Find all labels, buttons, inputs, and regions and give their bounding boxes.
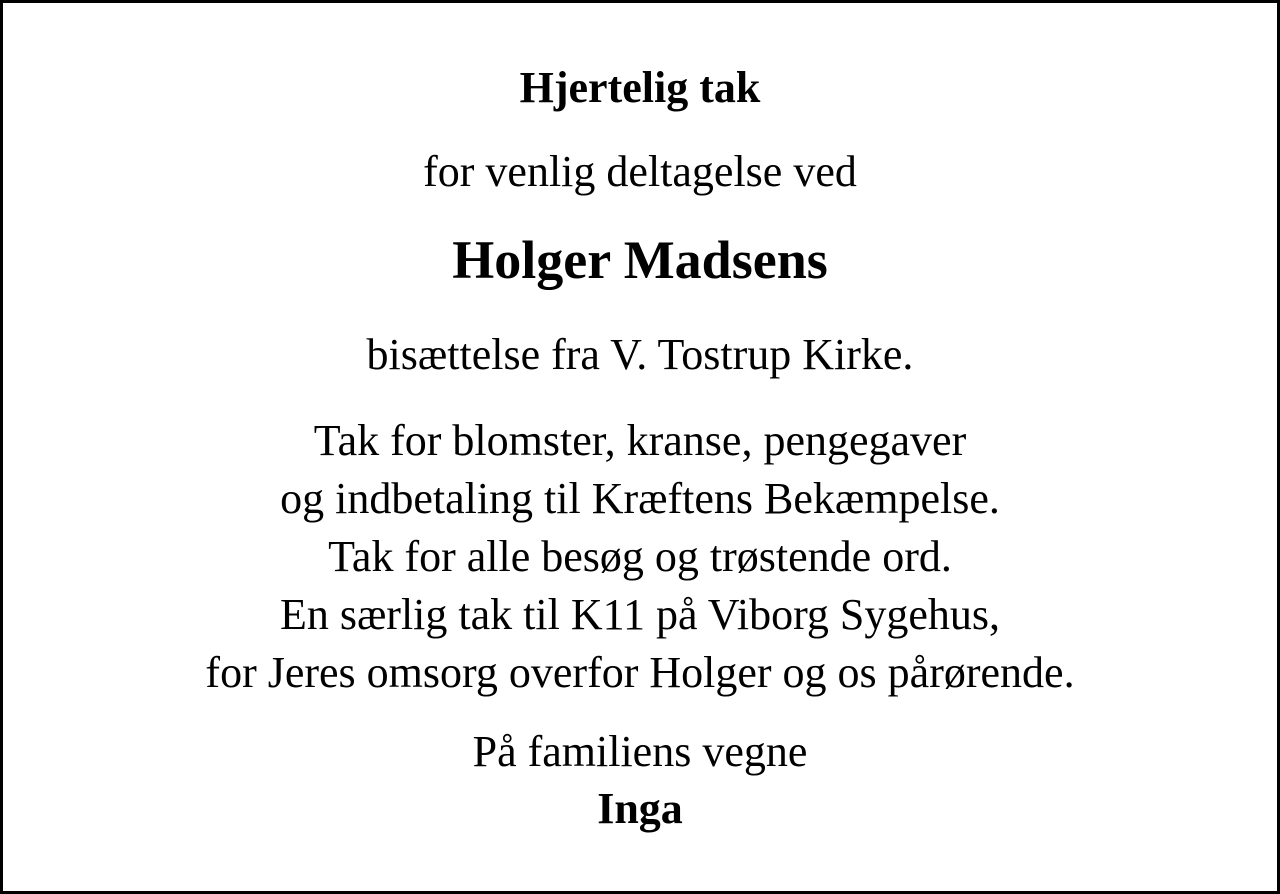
body-line: for Jeres omsorg overfor Holger og os pårørende. — [205, 648, 1075, 697]
deceased-name: Holger Madsens — [452, 230, 828, 290]
body-line: og indbetaling til Kræftens Bekæmpelse. — [280, 474, 1000, 523]
body-line: Tak for alle besøg og trøstende ord. — [328, 532, 952, 581]
signature-name: Inga — [597, 784, 683, 833]
notice-heading: Hjertelig tak — [519, 63, 761, 112]
body-line: Tak for blomster, kranse, pengegaver — [313, 416, 967, 465]
notice-intro: for venlig deltagelse ved — [423, 147, 857, 196]
closing-line: På familiens vegne — [472, 727, 808, 776]
thanks-body — [3, 412, 1277, 702]
ceremony-line: bisættelse fra V. Tostrup Kirke. — [366, 330, 914, 379]
body-line: En særlig tak til K11 på Viborg Sygehus, — [279, 590, 1001, 639]
